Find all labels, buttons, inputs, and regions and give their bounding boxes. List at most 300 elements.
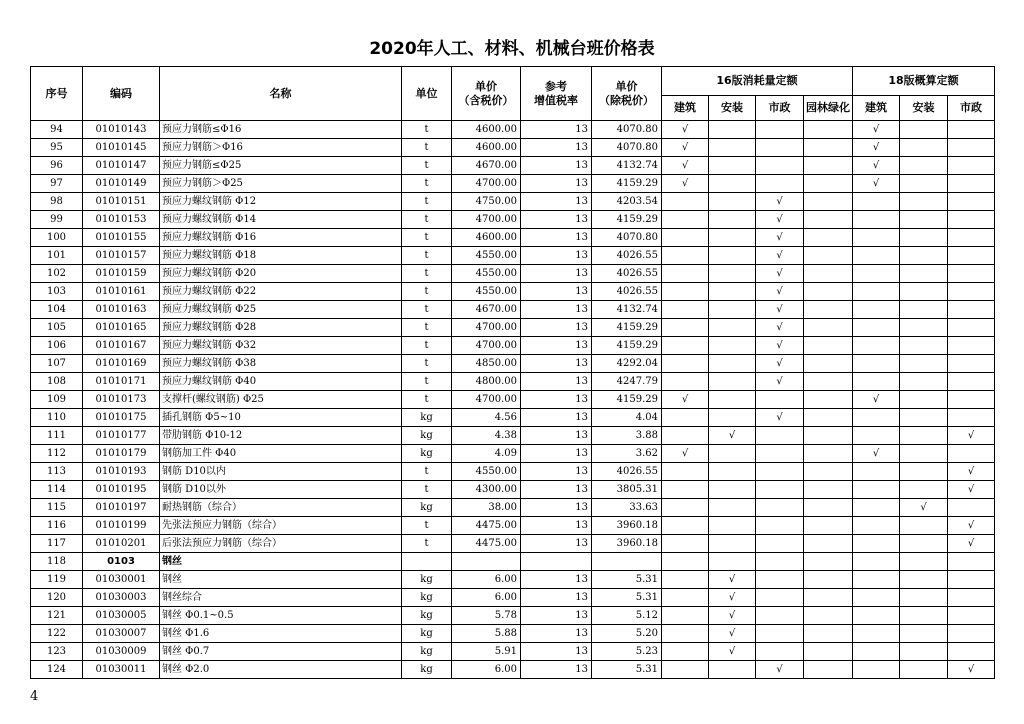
cell-code: 01030007 [83,625,160,643]
cell-name: 钢丝 Φ2.0 [160,661,402,679]
table-row [31,427,995,445]
cell-unit [402,553,452,571]
check-16-install [709,121,756,139]
check-16-landscape [804,301,853,319]
check-16-municipal: √ [756,211,804,229]
cell-seq: 99 [31,211,83,229]
check-16-landscape [804,121,853,139]
cell-seq: 106 [31,337,83,355]
check-16-municipal: √ [756,661,804,679]
check-18-municipal: √ [948,427,995,445]
check-16-municipal: √ [756,283,804,301]
cell-seq: 113 [31,463,83,481]
check-16-install [709,661,756,679]
table-row [31,301,995,319]
cell-code: 01010177 [83,427,160,445]
check-18-install [900,193,948,211]
cell-unit: t [402,481,452,499]
cell-price-excl: 4070.80 [592,229,662,247]
cell-tax-rate: 13 [521,139,592,157]
cell-price-incl: 4700.00 [452,391,521,409]
cell-name: 插孔钢筋 Φ5~10 [160,409,402,427]
check-16-install [709,373,756,391]
check-18-building [853,553,900,571]
cell-price-excl: 3.62 [592,445,662,463]
header-price-incl-line1: 单价 [475,79,497,93]
check-18-municipal [948,301,995,319]
check-16-building [662,481,709,499]
header-seq: 序号 [31,67,83,121]
check-16-municipal [756,535,804,553]
cell-tax-rate: 13 [521,499,592,517]
check-16-install [709,193,756,211]
cell-seq: 114 [31,481,83,499]
cell-price-incl: 5.91 [452,643,521,661]
cell-seq: 111 [31,427,83,445]
check-18-municipal [948,193,995,211]
cell-price-incl: 4700.00 [452,175,521,193]
cell-unit: t [402,301,452,319]
header-price-excl-line1: 单价 [615,79,638,93]
check-16-install [709,139,756,157]
check-18-install [900,373,948,391]
check-18-municipal [948,319,995,337]
cell-tax-rate: 13 [521,301,592,319]
cell-price-excl: 4026.55 [592,463,662,481]
check-16-install [709,319,756,337]
cell-code: 01010195 [83,481,160,499]
table-row [31,355,995,373]
table-row [31,337,995,355]
check-16-municipal [756,625,804,643]
check-16-install [709,517,756,535]
cell-code: 01010149 [83,175,160,193]
cell-seq: 96 [31,157,83,175]
check-18-install [900,517,948,535]
check-16-municipal: √ [756,319,804,337]
check-16-install [709,337,756,355]
cell-price-incl: 4.38 [452,427,521,445]
check-18-building [853,337,900,355]
check-18-install [900,427,948,445]
check-18-municipal [948,373,995,391]
check-16-landscape [804,157,853,175]
cell-name: 钢筋 D10以外 [160,481,402,499]
cell-price-incl: 5.78 [452,607,521,625]
check-18-building [853,535,900,553]
cell-tax-rate: 13 [521,427,592,445]
check-16-municipal [756,139,804,157]
cell-unit: t [402,247,452,265]
check-16-landscape [804,193,853,211]
check-16-municipal: √ [756,301,804,319]
check-16-building [662,661,709,679]
cell-price-excl: 5.23 [592,643,662,661]
check-18-building [853,193,900,211]
check-18-install [900,247,948,265]
cell-price-incl: 4475.00 [452,517,521,535]
page-number: 4 [30,689,39,704]
check-18-municipal [948,175,995,193]
check-16-building [662,625,709,643]
check-18-install [900,535,948,553]
check-16-building [662,517,709,535]
cell-code: 01010197 [83,499,160,517]
cell-price-excl: 3.88 [592,427,662,445]
check-16-install: √ [709,607,756,625]
cell-name: 预应力螺纹钢筋 Φ16 [160,229,402,247]
check-16-landscape [804,175,853,193]
check-18-municipal: √ [948,463,995,481]
check-18-install [900,589,948,607]
check-16-install: √ [709,643,756,661]
cell-name: 预应力螺纹钢筋 Φ32 [160,337,402,355]
check-18-install [900,283,948,301]
cell-name: 钢丝 [160,571,402,589]
check-18-municipal [948,643,995,661]
check-18-municipal [948,121,995,139]
check-18-building [853,607,900,625]
check-16-municipal: √ [756,193,804,211]
cell-unit: kg [402,643,452,661]
header-18-install: 安装 [900,96,948,121]
cell-name: 后张法预应力钢筋（综合） [160,535,402,553]
check-16-landscape [804,607,853,625]
cell-unit: t [402,391,452,409]
check-18-install [900,391,948,409]
cell-price-excl: 4.04 [592,409,662,427]
check-18-building [853,319,900,337]
cell-seq: 104 [31,301,83,319]
cell-price-incl: 4550.00 [452,283,521,301]
check-18-building [853,499,900,517]
cell-code: 01030003 [83,589,160,607]
cell-unit: t [402,229,452,247]
check-16-install: √ [709,427,756,445]
cell-unit: kg [402,661,452,679]
table-row [31,643,995,661]
cell-seq: 122 [31,625,83,643]
cell-name: 钢丝 Φ0.1~0.5 [160,607,402,625]
cell-unit: t [402,337,452,355]
header-price-excl [592,67,662,121]
check-16-municipal [756,607,804,625]
header-group-18: 18版概算定额 [853,67,995,96]
check-18-building: √ [853,139,900,157]
check-16-install [709,463,756,481]
cell-tax-rate: 13 [521,337,592,355]
cell-name: 预应力螺纹钢筋 Φ12 [160,193,402,211]
check-16-building [662,553,709,571]
cell-price-excl: 4070.80 [592,139,662,157]
table-row [31,319,995,337]
check-18-municipal [948,409,995,427]
cell-price-excl: 4247.79 [592,373,662,391]
check-16-municipal [756,481,804,499]
check-16-municipal: √ [756,355,804,373]
check-18-install [900,355,948,373]
check-16-municipal [756,499,804,517]
cell-price-excl: 4159.29 [592,391,662,409]
check-18-building: √ [853,391,900,409]
header-unit: 单位 [402,67,452,121]
cell-name: 预应力钢筋≤Φ16 [160,121,402,139]
check-16-install: √ [709,625,756,643]
cell-code: 01010161 [83,283,160,301]
cell-unit: t [402,319,452,337]
cell-unit: t [402,265,452,283]
cell-tax-rate: 13 [521,391,592,409]
check-18-building [853,589,900,607]
cell-tax-rate: 13 [521,661,592,679]
check-16-install [709,355,756,373]
header-tax-rate-line2: 增值税率 [534,93,578,107]
check-16-building: √ [662,139,709,157]
check-18-building [853,571,900,589]
cell-price-excl: 3960.18 [592,517,662,535]
header-group-16: 16版消耗量定额 [662,67,853,96]
cell-unit: t [402,175,452,193]
table-row [31,175,995,193]
check-16-landscape [804,643,853,661]
check-18-install [900,625,948,643]
check-16-landscape [804,625,853,643]
cell-price-incl: 4700.00 [452,319,521,337]
check-16-building [662,499,709,517]
check-18-building [853,265,900,283]
check-18-building [853,373,900,391]
cell-seq: 120 [31,589,83,607]
cell-tax-rate: 13 [521,463,592,481]
cell-seq: 97 [31,175,83,193]
check-16-install [709,445,756,463]
cell-price-incl: 4.09 [452,445,521,463]
check-18-install [900,157,948,175]
check-18-building [853,481,900,499]
cell-price-excl: 4159.29 [592,211,662,229]
check-16-landscape [804,463,853,481]
cell-seq: 115 [31,499,83,517]
check-16-municipal [756,553,804,571]
header-price-incl-line2: （含税价） [458,93,514,107]
cell-unit: t [402,121,452,139]
cell-seq: 98 [31,193,83,211]
check-18-building [853,427,900,445]
check-16-install [709,211,756,229]
cell-price-incl [452,553,521,571]
cell-tax-rate: 13 [521,157,592,175]
check-18-municipal [948,211,995,229]
cell-name: 预应力螺纹钢筋 Φ28 [160,319,402,337]
check-18-install [900,481,948,499]
cell-name: 预应力钢筋≤Φ25 [160,157,402,175]
cell-unit: t [402,373,452,391]
cell-price-incl: 4.56 [452,409,521,427]
cell-tax-rate: 13 [521,589,592,607]
cell-tax-rate: 13 [521,175,592,193]
table-row [31,517,995,535]
check-16-landscape [804,427,853,445]
cell-name: 耐热钢筋（综合） [160,499,402,517]
cell-name: 预应力螺纹钢筋 Φ22 [160,283,402,301]
cell-price-excl: 4026.55 [592,283,662,301]
cell-tax-rate: 13 [521,283,592,301]
cell-name: 钢筋加工件 Φ40 [160,445,402,463]
check-18-install [900,175,948,193]
check-16-municipal: √ [756,409,804,427]
cell-seq: 121 [31,607,83,625]
cell-tax-rate: 13 [521,625,592,643]
check-16-municipal [756,445,804,463]
cell-price-excl: 3960.18 [592,535,662,553]
cell-code: 0103 [83,553,160,571]
cell-tax-rate: 13 [521,607,592,625]
header-16-building: 建筑 [662,96,709,121]
cell-name: 预应力螺纹钢筋 Φ25 [160,301,402,319]
cell-unit: t [402,211,452,229]
table-row [31,661,995,679]
check-18-municipal: √ [948,517,995,535]
cell-code: 01010171 [83,373,160,391]
cell-name: 预应力钢筋＞Φ16 [160,139,402,157]
cell-price-incl: 6.00 [452,571,521,589]
check-16-building: √ [662,121,709,139]
cell-code: 01030009 [83,643,160,661]
check-16-install [709,283,756,301]
table-row [31,283,995,301]
cell-tax-rate: 13 [521,571,592,589]
cell-seq: 101 [31,247,83,265]
cell-tax-rate: 13 [521,265,592,283]
cell-name: 带肋钢筋 Φ10-12 [160,427,402,445]
cell-unit: kg [402,445,452,463]
cell-code: 01010159 [83,265,160,283]
cell-price-excl: 33.63 [592,499,662,517]
table-row [31,571,995,589]
cell-tax-rate: 13 [521,355,592,373]
check-18-install [900,571,948,589]
check-18-install [900,337,948,355]
check-16-building [662,463,709,481]
cell-name: 预应力螺纹钢筋 Φ38 [160,355,402,373]
cell-price-incl: 4850.00 [452,355,521,373]
check-16-building [662,247,709,265]
check-18-municipal [948,247,995,265]
check-18-install [900,553,948,571]
check-18-building [853,643,900,661]
cell-tax-rate: 13 [521,445,592,463]
table-row [31,247,995,265]
check-16-landscape [804,355,853,373]
check-16-landscape [804,139,853,157]
header-code: 编码 [83,67,160,121]
cell-tax-rate: 13 [521,409,592,427]
check-18-building: √ [853,121,900,139]
check-16-building [662,427,709,445]
table-row [31,481,995,499]
cell-code: 01010179 [83,445,160,463]
cell-code: 01010155 [83,229,160,247]
cell-price-excl: 5.12 [592,607,662,625]
check-18-building: √ [853,175,900,193]
check-18-install [900,229,948,247]
cell-code: 01010165 [83,319,160,337]
check-16-building [662,355,709,373]
header-tax-rate-line1: 参考 [545,79,567,93]
check-18-install [900,643,948,661]
cell-code: 01010153 [83,211,160,229]
cell-price-incl: 4750.00 [452,193,521,211]
check-16-building [662,301,709,319]
check-18-building [853,463,900,481]
check-18-municipal [948,607,995,625]
header-16-landscape: 园林绿化 [804,96,853,121]
check-16-landscape [804,553,853,571]
cell-tax-rate: 13 [521,193,592,211]
cell-unit: t [402,535,452,553]
cell-seq: 112 [31,445,83,463]
check-16-landscape [804,535,853,553]
check-16-municipal: √ [756,229,804,247]
page-title: 2020年人工、材料、机械台班价格表 [369,39,655,59]
cell-code: 01010173 [83,391,160,409]
cell-tax-rate: 13 [521,481,592,499]
check-18-building: √ [853,445,900,463]
cell-price-incl: 4550.00 [452,265,521,283]
check-18-building [853,625,900,643]
check-18-install [900,661,948,679]
check-16-landscape [804,445,853,463]
check-18-install: √ [900,499,948,517]
cell-price-excl: 5.20 [592,625,662,643]
cell-unit: kg [402,409,452,427]
cell-name: 钢丝 Φ0.7 [160,643,402,661]
cell-name: 钢丝 Φ1.6 [160,625,402,643]
check-18-building [853,247,900,265]
table-row [31,121,995,139]
cell-price-incl: 38.00 [452,499,521,517]
cell-seq: 119 [31,571,83,589]
cell-name: 预应力螺纹钢筋 Φ14 [160,211,402,229]
check-18-municipal: √ [948,481,995,499]
cell-price-incl: 6.00 [452,661,521,679]
check-16-municipal: √ [756,373,804,391]
check-16-building [662,373,709,391]
table-row [31,535,995,553]
cell-tax-rate: 13 [521,229,592,247]
table-row [31,265,995,283]
check-18-municipal [948,625,995,643]
check-18-municipal [948,391,995,409]
cell-code: 01030011 [83,661,160,679]
cell-price-incl: 4550.00 [452,247,521,265]
price-table [30,66,995,679]
cell-unit: t [402,283,452,301]
cell-tax-rate: 13 [521,643,592,661]
check-18-install [900,265,948,283]
check-18-building [853,229,900,247]
header-name: 名称 [160,67,402,121]
check-16-building [662,319,709,337]
check-18-building [853,517,900,535]
check-18-municipal: √ [948,661,995,679]
cell-seq: 100 [31,229,83,247]
cell-name: 预应力钢筋＞Φ25 [160,175,402,193]
cell-code: 01010145 [83,139,160,157]
cell-name: 预应力螺纹钢筋 Φ40 [160,373,402,391]
table-row [31,499,995,517]
cell-name: 预应力螺纹钢筋 Φ18 [160,247,402,265]
